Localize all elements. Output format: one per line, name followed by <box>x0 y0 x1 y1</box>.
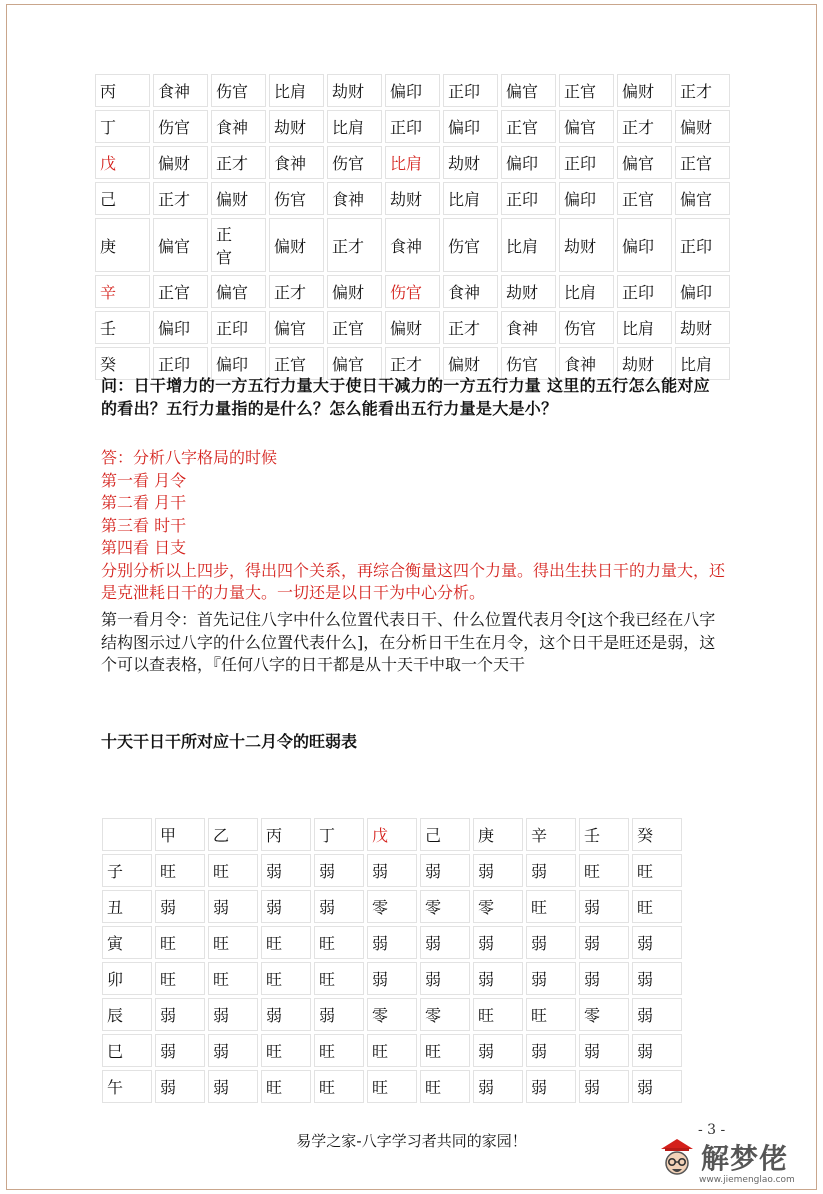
header-cell <box>102 818 152 851</box>
table-row <box>95 275 730 308</box>
table-row <box>102 854 682 887</box>
table-cell: 食神 <box>211 110 266 143</box>
table-cell: 旺 <box>526 998 576 1031</box>
table-cell: 比肩 <box>327 110 382 143</box>
table-cell: 旺 <box>314 962 364 995</box>
stem-cell: 丙 <box>95 74 150 107</box>
table-cell: 比肩 <box>269 74 324 107</box>
body-paragraph: 第一看月令：首先记住八字中什么位置代表日干、什么位置代表月令[这个我已经在八字结构图示过八字的什么位置代表什么]，在分析日干生在月令，这个日干是旺还是弱，这个可以查表格，『任何八字的日干都是从十天干中取一个天干 <box>101 610 716 674</box>
table-row <box>95 74 730 107</box>
watermark-name: 解梦佬 <box>701 1142 789 1175</box>
header-cell: 庚 <box>473 818 523 851</box>
table-row <box>102 1070 682 1103</box>
table-cell: 零 <box>579 998 629 1031</box>
table-cell: 弱 <box>155 998 205 1031</box>
table-cell: 弱 <box>473 962 523 995</box>
table-cell: 正官 <box>153 275 208 308</box>
table-cell: 旺 <box>579 854 629 887</box>
ten-gods-table <box>92 71 733 383</box>
mascot-icon <box>655 1135 699 1181</box>
table-cell: 伤官 <box>559 311 614 344</box>
header-cell: 辛 <box>526 818 576 851</box>
table-cell: 偏官 <box>617 146 672 179</box>
table-cell: 伤官 <box>385 275 440 308</box>
table-cell: 偏印 <box>675 275 730 308</box>
table-cell: 正官 <box>617 182 672 215</box>
table-row <box>102 998 682 1031</box>
branch-cell: 巳 <box>102 1034 152 1067</box>
table-cell: 正官 <box>675 146 730 179</box>
table-cell: 偏财 <box>443 347 498 380</box>
table-cell: 偏印 <box>385 74 440 107</box>
stem-cell: 戊 <box>95 146 150 179</box>
table-cell: 弱 <box>208 1070 258 1103</box>
table-cell: 旺 <box>526 890 576 923</box>
table-cell: 正印 <box>559 146 614 179</box>
table-cell: 弱 <box>579 926 629 959</box>
table-cell: 弱 <box>420 926 470 959</box>
table-cell: 食神 <box>559 347 614 380</box>
table-cell: 弱 <box>367 926 417 959</box>
table-cell: 弱 <box>261 854 311 887</box>
table-cell: 弱 <box>155 1034 205 1067</box>
footer-text: 易学之家-八字学习者共同的家园！ <box>296 1132 527 1150</box>
table-cell: 正印 <box>675 218 730 272</box>
table-cell: 劫财 <box>443 146 498 179</box>
table-cell: 偏官 <box>327 347 382 380</box>
table-row <box>95 218 730 272</box>
table-cell: 弱 <box>420 854 470 887</box>
table-cell: 弱 <box>314 854 364 887</box>
table-cell: 弱 <box>632 1070 682 1103</box>
table-cell: 旺 <box>367 1070 417 1103</box>
table-cell: 旺 <box>314 1034 364 1067</box>
table-cell: 旺 <box>155 854 205 887</box>
section-heading: 十天干日干所对应十二月令的旺弱表 <box>101 732 358 751</box>
table-cell: 偏财 <box>327 275 382 308</box>
table-cell: 比肩 <box>443 182 498 215</box>
table-cell: 正印 <box>443 74 498 107</box>
table-cell: 旺 <box>473 998 523 1031</box>
table-cell: 食神 <box>153 74 208 107</box>
table-cell: 旺 <box>314 1070 364 1103</box>
table-row <box>102 926 682 959</box>
table-cell: 偏财 <box>211 182 266 215</box>
table-cell: 正印 <box>153 347 208 380</box>
table-cell: 弱 <box>526 1034 576 1067</box>
answer-step: 第二看 月干 <box>101 493 187 512</box>
answer-step: 第四看 日支 <box>101 538 187 557</box>
header-cell: 丙 <box>261 818 311 851</box>
table-cell: 劫财 <box>269 110 324 143</box>
table-cell: 正才 <box>211 146 266 179</box>
table-cell: 偏财 <box>617 74 672 107</box>
table-cell: 劫财 <box>617 347 672 380</box>
table-cell: 弱 <box>314 890 364 923</box>
question-text: 问：日干增力的一方五行力量大于使日干减力的一方五行力量 这里的五行怎么能对应的看出？五行力量指的是什么？怎么能看出五行力量是大是小？ <box>101 376 710 418</box>
watermark-url: www.jiemenglao.com <box>699 1175 795 1185</box>
table-cell: 弱 <box>526 962 576 995</box>
branch-cell: 辰 <box>102 998 152 1031</box>
table-cell: 劫财 <box>501 275 556 308</box>
table-cell: 旺 <box>261 926 311 959</box>
header-row <box>102 818 682 851</box>
table-cell: 正才 <box>153 182 208 215</box>
page-number: - 3 - <box>698 1122 726 1138</box>
header-cell: 甲 <box>155 818 205 851</box>
table-cell: 正才 <box>443 311 498 344</box>
table-cell: 偏官 <box>211 275 266 308</box>
table-cell: 偏财 <box>675 110 730 143</box>
table-cell: 弱 <box>473 1034 523 1067</box>
table-cell: 正才 <box>675 74 730 107</box>
table-cell: 弱 <box>208 1034 258 1067</box>
table-cell: 弱 <box>155 890 205 923</box>
table-cell: 正印 <box>385 110 440 143</box>
table-cell: 弱 <box>261 890 311 923</box>
stem-cell: 癸 <box>95 347 150 380</box>
table-cell: 比肩 <box>385 146 440 179</box>
table-cell: 食神 <box>443 275 498 308</box>
table-cell: 弱 <box>473 926 523 959</box>
table-cell: 偏官 <box>153 218 208 272</box>
table-cell: 弱 <box>526 926 576 959</box>
table-cell: 偏官 <box>675 182 730 215</box>
table-cell: 劫财 <box>675 311 730 344</box>
table-cell: 正官 <box>559 74 614 107</box>
table-cell: 弱 <box>155 1070 205 1103</box>
header-cell: 癸 <box>632 818 682 851</box>
table-cell: 食神 <box>327 182 382 215</box>
table-cell: 正印 <box>501 182 556 215</box>
table-cell: 零 <box>420 998 470 1031</box>
table-cell: 弱 <box>526 854 576 887</box>
table-cell: 劫财 <box>327 74 382 107</box>
strength-table <box>99 815 685 1106</box>
answer-summary: 分别分析以上四步，得出四个关系，再综合衡量这四个力量。得出生扶日干的力量大，还是克泄耗日干的力量大。一切还是以日干为中心分析。 <box>101 560 726 602</box>
table-cell: 弱 <box>526 1070 576 1103</box>
table-cell: 偏印 <box>501 146 556 179</box>
table-cell: 正才 <box>327 218 382 272</box>
table-cell: 偏官 <box>559 110 614 143</box>
table-cell: 偏财 <box>269 218 324 272</box>
table-cell: 弱 <box>367 854 417 887</box>
table-cell: 劫财 <box>385 182 440 215</box>
table-cell: 正才 <box>385 347 440 380</box>
answer-intro: 答：分析八字格局的时候 <box>101 448 278 467</box>
table-cell: 偏印 <box>211 347 266 380</box>
table-cell: 旺 <box>314 926 364 959</box>
table-cell: 偏财 <box>153 146 208 179</box>
table-cell: 旺 <box>367 1034 417 1067</box>
table-row <box>95 146 730 179</box>
table-cell: 正官 <box>269 347 324 380</box>
branch-cell: 丑 <box>102 890 152 923</box>
table-cell: 比肩 <box>617 311 672 344</box>
table-cell: 弱 <box>632 1034 682 1067</box>
table-cell: 偏印 <box>617 218 672 272</box>
table-cell: 弱 <box>208 890 258 923</box>
answer-block <box>101 447 726 605</box>
answer-step: 第一看 月令 <box>101 470 187 490</box>
table-cell: 劫财 <box>559 218 614 272</box>
header-cell: 戊 <box>367 818 417 851</box>
branch-cell: 卯 <box>102 962 152 995</box>
table-cell: 零 <box>473 890 523 923</box>
stem-cell: 己 <box>95 182 150 215</box>
header-cell: 壬 <box>579 818 629 851</box>
stem-cell: 壬 <box>95 311 150 344</box>
table-cell: 弱 <box>632 926 682 959</box>
table-cell: 旺 <box>420 1070 470 1103</box>
table-cell: 伤官 <box>501 347 556 380</box>
stem-cell: 庚 <box>95 218 150 272</box>
table-cell: 弱 <box>579 890 629 923</box>
table-cell: 弱 <box>261 998 311 1031</box>
table-cell: 比肩 <box>501 218 556 272</box>
table-row <box>102 890 682 923</box>
table-cell: 正官 <box>501 110 556 143</box>
table-cell: 比肩 <box>559 275 614 308</box>
table-cell: 偏官 <box>269 311 324 344</box>
table-cell: 弱 <box>473 1070 523 1103</box>
table-cell: 旺 <box>261 962 311 995</box>
table-cell: 偏印 <box>559 182 614 215</box>
table-cell: 旺 <box>208 962 258 995</box>
table-cell: 正官 <box>327 311 382 344</box>
stem-cell: 丁 <box>95 110 150 143</box>
table-cell: 正印 <box>617 275 672 308</box>
table-cell: 偏印 <box>153 311 208 344</box>
table-cell: 偏财 <box>385 311 440 344</box>
table-cell: 弱 <box>579 962 629 995</box>
table-cell: 旺 <box>632 854 682 887</box>
table-cell: 弱 <box>208 998 258 1031</box>
table-row <box>95 182 730 215</box>
table-cell: 比肩 <box>675 347 730 380</box>
table-row <box>95 110 730 143</box>
table-cell: 正才 <box>617 110 672 143</box>
table-cell: 弱 <box>579 1070 629 1103</box>
table-row <box>102 1034 682 1067</box>
table-cell: 零 <box>367 890 417 923</box>
answer-step: 第三看 时干 <box>101 515 187 535</box>
table-cell: 食神 <box>385 218 440 272</box>
table-row <box>102 962 682 995</box>
table-cell: 弱 <box>367 962 417 995</box>
watermark-logo <box>655 1135 815 1185</box>
table-cell: 弱 <box>632 962 682 995</box>
table-cell: 零 <box>367 998 417 1031</box>
table-cell: 弱 <box>632 998 682 1031</box>
table-cell: 偏印 <box>443 110 498 143</box>
table-cell: 旺 <box>261 1034 311 1067</box>
table-cell: 偏官 <box>501 74 556 107</box>
table-cell: 正印 <box>211 311 266 344</box>
table-cell: 食神 <box>269 146 324 179</box>
table-cell: 旺 <box>420 1034 470 1067</box>
table-cell: 弱 <box>314 998 364 1031</box>
table-cell: 零 <box>420 890 470 923</box>
table-row <box>95 311 730 344</box>
branch-cell: 午 <box>102 1070 152 1103</box>
header-cell: 丁 <box>314 818 364 851</box>
table-cell: 旺 <box>155 962 205 995</box>
table-cell: 旺 <box>632 890 682 923</box>
table-cell: 伤官 <box>269 182 324 215</box>
table-cell: 旺 <box>155 926 205 959</box>
table-cell: 伤官 <box>443 218 498 272</box>
table-cell: 伤官 <box>153 110 208 143</box>
header-cell: 己 <box>420 818 470 851</box>
stem-cell: 辛 <box>95 275 150 308</box>
table-cell: 弱 <box>473 854 523 887</box>
table-cell: 正 官 <box>211 218 266 272</box>
table-cell: 弱 <box>579 1034 629 1067</box>
table-cell: 伤官 <box>211 74 266 107</box>
table-cell: 弱 <box>420 962 470 995</box>
branch-cell: 子 <box>102 854 152 887</box>
table-cell: 旺 <box>208 854 258 887</box>
table-cell: 食神 <box>501 311 556 344</box>
branch-cell: 寅 <box>102 926 152 959</box>
table-cell: 正才 <box>269 275 324 308</box>
table-cell: 旺 <box>208 926 258 959</box>
header-cell: 乙 <box>208 818 258 851</box>
table-cell: 旺 <box>261 1070 311 1103</box>
table-cell: 伤官 <box>327 146 382 179</box>
